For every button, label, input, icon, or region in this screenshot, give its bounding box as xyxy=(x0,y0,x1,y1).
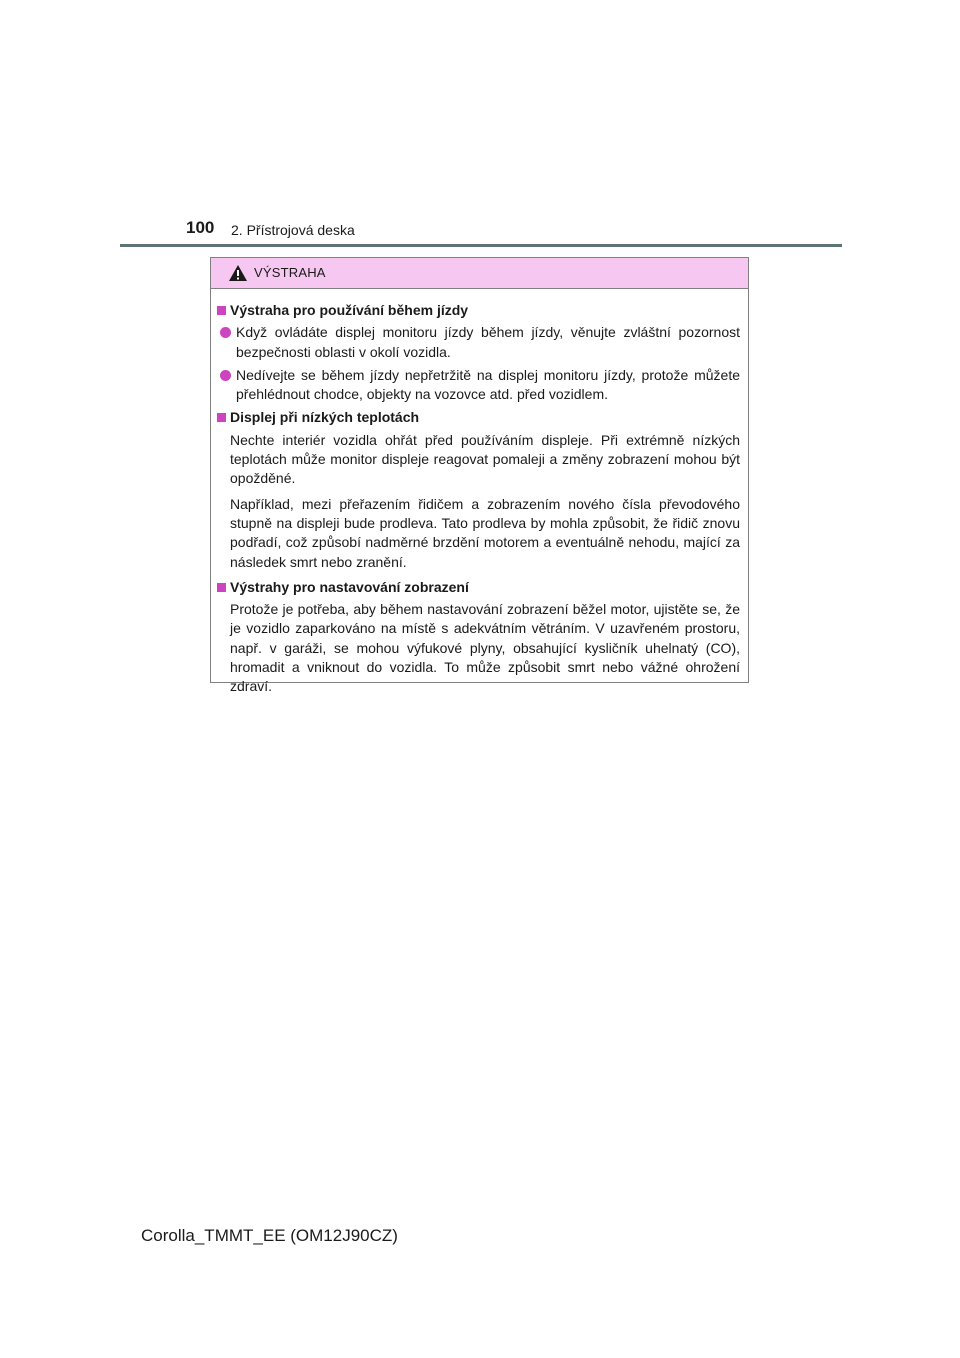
warning-body xyxy=(211,289,748,697)
warning-section-low-temperature xyxy=(217,408,740,571)
warning-box xyxy=(210,257,749,695)
warning-header xyxy=(211,258,748,289)
warning-section-driving xyxy=(217,301,740,404)
warning-label: VÝSTRAHA xyxy=(254,265,326,280)
circle-bullet-icon xyxy=(220,370,231,381)
paragraph: Protože je potřeba, aby během nastavování zobrazení běžel motor, ujistěte se, že je vozidlo zaparkováno na místě s adekvátním větráním. V uzavřeném prostoru, např. v garáži, se mohou výfukové plyny, obsahující kysličník uhelnatý (CO), hromadit a vniknout do vozidla. To může způsobit smrt nebo vážné ohrožení zdraví. xyxy=(230,601,740,695)
warning-section-display-settings xyxy=(217,578,740,697)
section-title: Displej při nízkých teplotách xyxy=(230,409,420,426)
square-bullet-icon xyxy=(217,583,226,592)
header-rule xyxy=(120,244,842,247)
chapter-title: 2. Přístrojová deska xyxy=(231,222,355,238)
warning-triangle-icon xyxy=(228,264,248,282)
section-title: Výstraha pro používání během jízdy xyxy=(230,302,469,318)
section-title: Výstrahy pro nastavování zobrazení xyxy=(230,578,469,595)
list-item xyxy=(217,366,740,405)
square-bullet-icon xyxy=(217,413,226,422)
circle-bullet-icon xyxy=(220,327,231,338)
paragraph: Například, mezi přeřazením řidičem a zobrazením nového čísla převodového stupně na displeji bude prodleva. Tato prodleva by mohla způsobit, že řidič znovu podřadí, což způsobí nadměrné brzdění motorem a eventuálně nehodu, mající za následek smrt nebo zranění. xyxy=(230,495,740,570)
paragraph: Nechte interiér vozidla ohřát před používáním displeje. Při extrémně nízkých teplotách může monitor displeje reagovat pomaleji a změny zobrazení mohou být opožděné. xyxy=(230,431,740,487)
page-number: 100 xyxy=(186,218,215,237)
list-item xyxy=(217,323,740,362)
footer-document-code: Corolla_TMMT_EE (OM12J90CZ) xyxy=(141,1226,398,1245)
square-bullet-icon xyxy=(217,306,226,315)
list-item-text: Nedívejte se během jízdy nepřetržitě na displej monitoru jízdy, protože můžete přehlédnout chodce, objekty na vozovce atd. před vozidlem. xyxy=(236,366,740,403)
list-item-text: Když ovládáte displej monitoru jízdy během jízdy, věnujte zvláštní pozornost bezpečnosti oblasti v okolí vozidla. xyxy=(236,324,740,360)
